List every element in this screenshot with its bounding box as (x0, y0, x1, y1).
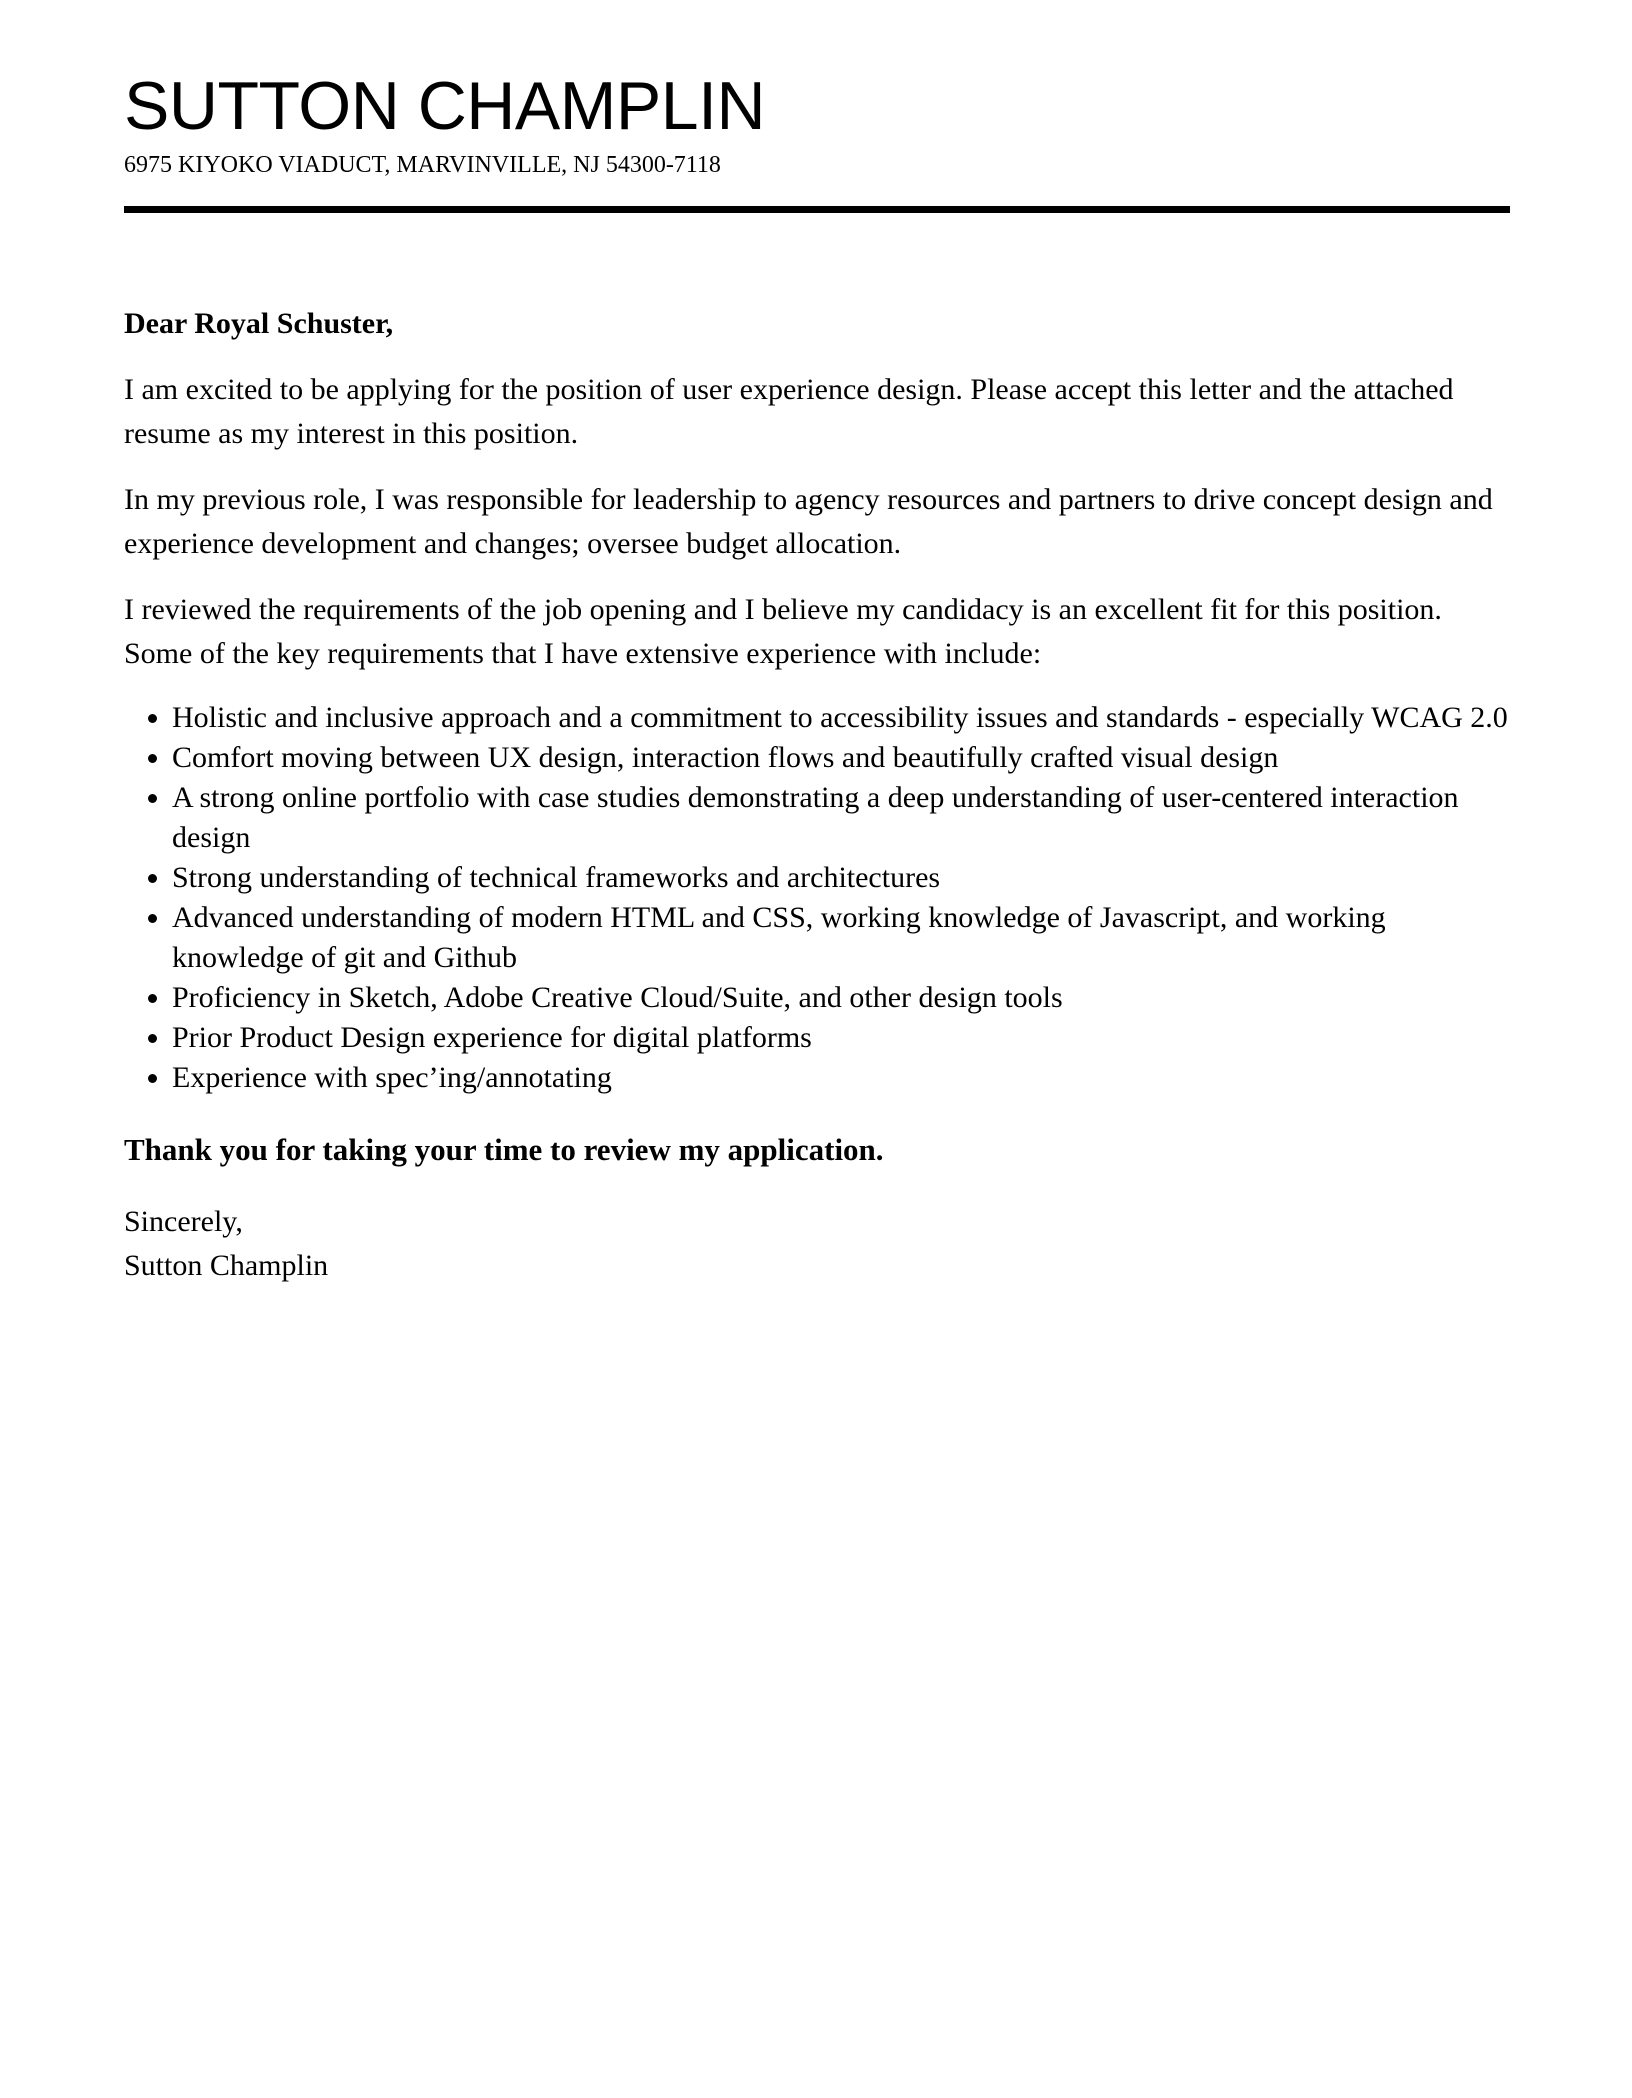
closing-line: Sincerely, (124, 1205, 243, 1238)
list-item: • Holistic and inclusive approach and a commitment to accessibility issues and standards - especially WCAG 2.0 (172, 698, 1510, 738)
applicant-name: SUTTON CHAMPLIN (124, 68, 766, 144)
requirements-paragraph: I reviewed the requirements of the job opening and I believe my candidacy is an excellent fit for this position. Some of the key requirements that I have extensive experience with include: (124, 593, 1442, 670)
list-item: • Comfort moving between UX design, interaction flows and beautifully crafted visual design (172, 738, 1510, 778)
list-item: • Strong understanding of technical frameworks and architectures (172, 858, 1510, 898)
list-item: • A strong online portfolio with case studies demonstrating a deep understanding of user-centered interaction design (172, 778, 1510, 858)
previous-role-paragraph: In my previous role, I was responsible for leadership to agency resources and partners to drive concept design and experience development and changes; oversee budget allocation. (124, 483, 1493, 560)
list-item: • Experience with spec’ing/annotating (172, 1058, 1510, 1098)
salutation: Dear Royal Schuster, (124, 307, 394, 340)
list-item: • Advanced understanding of modern HTML and CSS, working knowledge of Javascript, and working knowledge of git and Github (172, 898, 1510, 978)
intro-paragraph: I am excited to be applying for the position of user experience design. Please accept this letter and the attached resume as my interest in this position. (124, 373, 1454, 450)
applicant-address: 6975 KIYOKO VIADUCT, MARVINVILLE, NJ 54300-7118 (124, 152, 721, 178)
header-divider (124, 206, 1510, 213)
thank-you-line: Thank you for taking your time to review my application. (124, 1132, 884, 1167)
letter-body (124, 302, 1510, 1288)
signature: Sutton Champlin (124, 1249, 329, 1282)
list-item: • Proficiency in Sketch, Adobe Creative Cloud/Suite, and other design tools (172, 978, 1510, 1018)
requirements-list (124, 698, 1510, 1098)
list-item: • Prior Product Design experience for digital platforms (172, 1018, 1510, 1058)
